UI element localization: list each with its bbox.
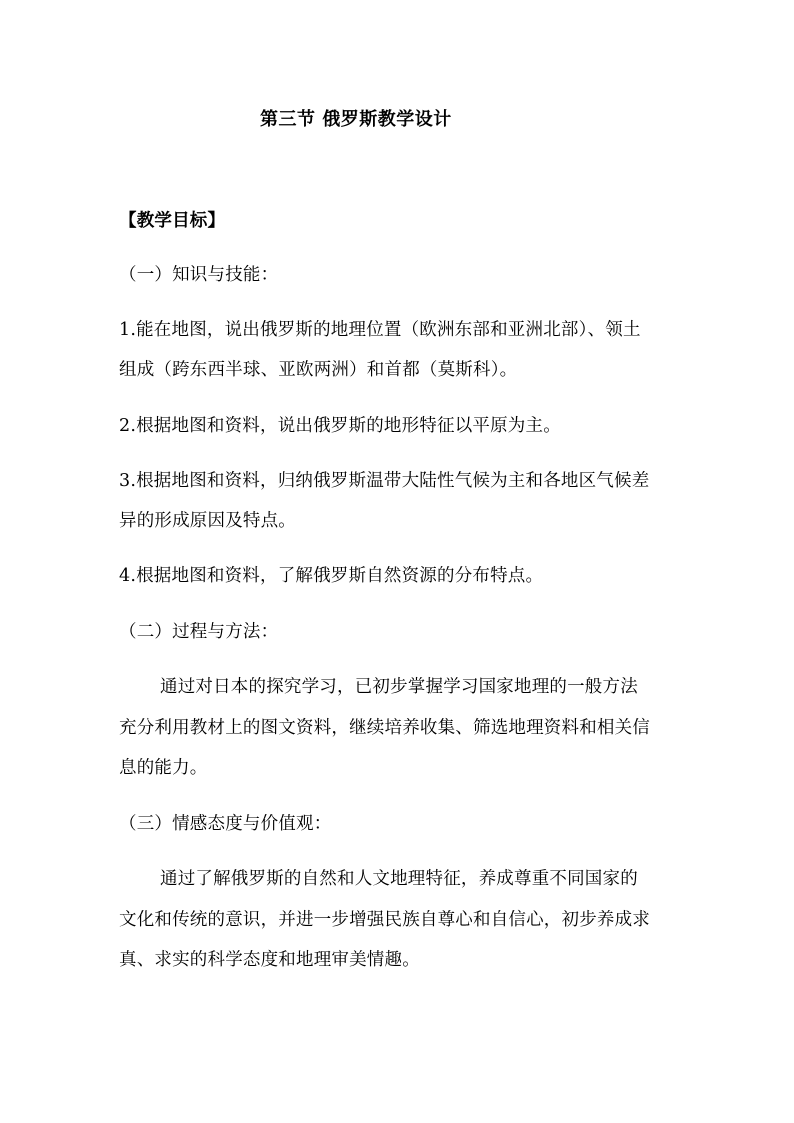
objective-item-3-line-1: 3.根据地图和资料，归纳俄罗斯温带大陆性气候为主和各地区气候差: [119, 471, 650, 491]
objective-item-4: 4.根据地图和资料，了解俄罗斯自然资源的分布特点。: [119, 566, 544, 586]
process-paragraph-line-1: 通过对日本的探究学习，已初步掌握学习国家地理的一般方法: [160, 677, 638, 697]
attitude-paragraph-line-2: 文化和传统的意识，并进一步增强民族自尊心和自信心，初步养成求: [119, 910, 650, 930]
objective-item-1-line-1: 1.能在地图，说出俄罗斯的地理位置（欧洲东部和亚洲北部）、领土: [119, 320, 641, 340]
subsection-heading-knowledge: （一）知识与技能：: [119, 265, 279, 285]
subsection-heading-attitude: （三）情感态度与价值观：: [119, 814, 332, 834]
objective-item-1-line-2: 组成（跨东西半球、亚欧两洲）和首都（莫斯科）。: [119, 360, 518, 380]
document-title: 第三节 俄罗斯教学设计: [260, 109, 452, 130]
objective-item-3-line-2: 异的形成原因及特点。: [119, 511, 296, 531]
section-heading: 【教学目标】: [119, 211, 226, 231]
objective-item-2: 2.根据地图和资料，说出俄罗斯的地形特征以平原为主。: [119, 416, 561, 436]
process-paragraph-line-3: 息的能力。: [119, 758, 208, 778]
attitude-paragraph-line-3: 真、求实的科学态度和地理审美情趣。: [119, 950, 420, 970]
process-paragraph-line-2: 充分利用教材上的图文资料，继续培养收集、筛选地理资料和相关信: [119, 718, 650, 738]
attitude-paragraph-line-1: 通过了解俄罗斯的自然和人文地理特征，养成尊重不同国家的: [160, 869, 638, 889]
subsection-heading-process: （二）过程与方法：: [119, 622, 279, 642]
